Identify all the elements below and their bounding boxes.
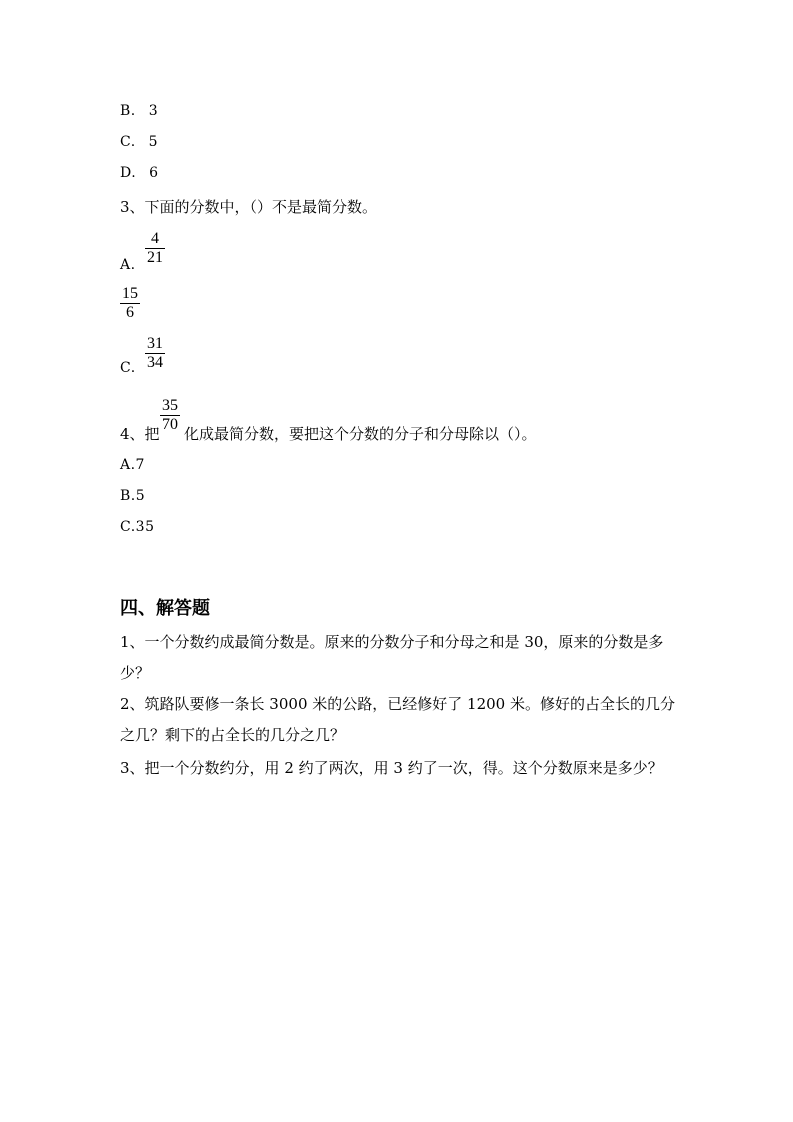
numerator: 35 bbox=[162, 397, 178, 414]
denominator: 70 bbox=[162, 416, 178, 433]
q3-option-b-fraction bbox=[120, 285, 140, 322]
option-label: C. bbox=[120, 134, 136, 150]
option-value: 3 bbox=[148, 103, 159, 119]
q3-option-c-fraction bbox=[145, 335, 165, 372]
section-4-heading: 四、解答题 bbox=[120, 598, 210, 619]
question-4-suffix: 化成最简分数，要把这个分数的分子和分母除以（）。 bbox=[184, 425, 537, 443]
q4-option-a: A.7 bbox=[120, 457, 145, 473]
q3-option-c-label: C. bbox=[120, 360, 136, 376]
question-3: 3、下面的分数中，（）不是最简分数。 bbox=[120, 198, 378, 216]
option-d bbox=[120, 165, 159, 181]
question-4-prefix: 4、把 bbox=[120, 425, 160, 443]
section-4-question-3: 3、把一个分数约分，用 2 约了两次，用 3 约了一次，得。这个分数原来是多少？ bbox=[120, 759, 663, 777]
q4-option-b: B.5 bbox=[120, 488, 146, 504]
option-label: B. bbox=[120, 103, 136, 119]
denominator: 21 bbox=[147, 249, 163, 266]
option-value: 6 bbox=[149, 165, 159, 181]
numerator: 4 bbox=[151, 230, 159, 247]
option-b bbox=[120, 103, 158, 119]
denominator: 34 bbox=[147, 354, 163, 371]
numerator: 15 bbox=[122, 285, 138, 302]
section-4-question-2: 2、筑路队要修一条长 3000 米的公路，已经修好了 1200 米。修好的占全长的几分之几？剩下的占全长的几分之几？ bbox=[120, 695, 675, 744]
q4-option-c: C.35 bbox=[120, 519, 155, 535]
q3-option-a-label: A. bbox=[120, 257, 136, 273]
q4-fraction bbox=[160, 397, 180, 434]
section-4-question-1: 1、一个分数约成最简分数是。原来的分数分子和分母之和是 30，原来的分数是多少？ bbox=[120, 633, 664, 682]
q3-option-a-fraction bbox=[145, 230, 165, 267]
option-value: 5 bbox=[148, 134, 159, 150]
denominator: 6 bbox=[126, 304, 134, 321]
option-c bbox=[120, 134, 158, 150]
numerator: 31 bbox=[147, 335, 163, 352]
option-label: D. bbox=[120, 165, 137, 181]
